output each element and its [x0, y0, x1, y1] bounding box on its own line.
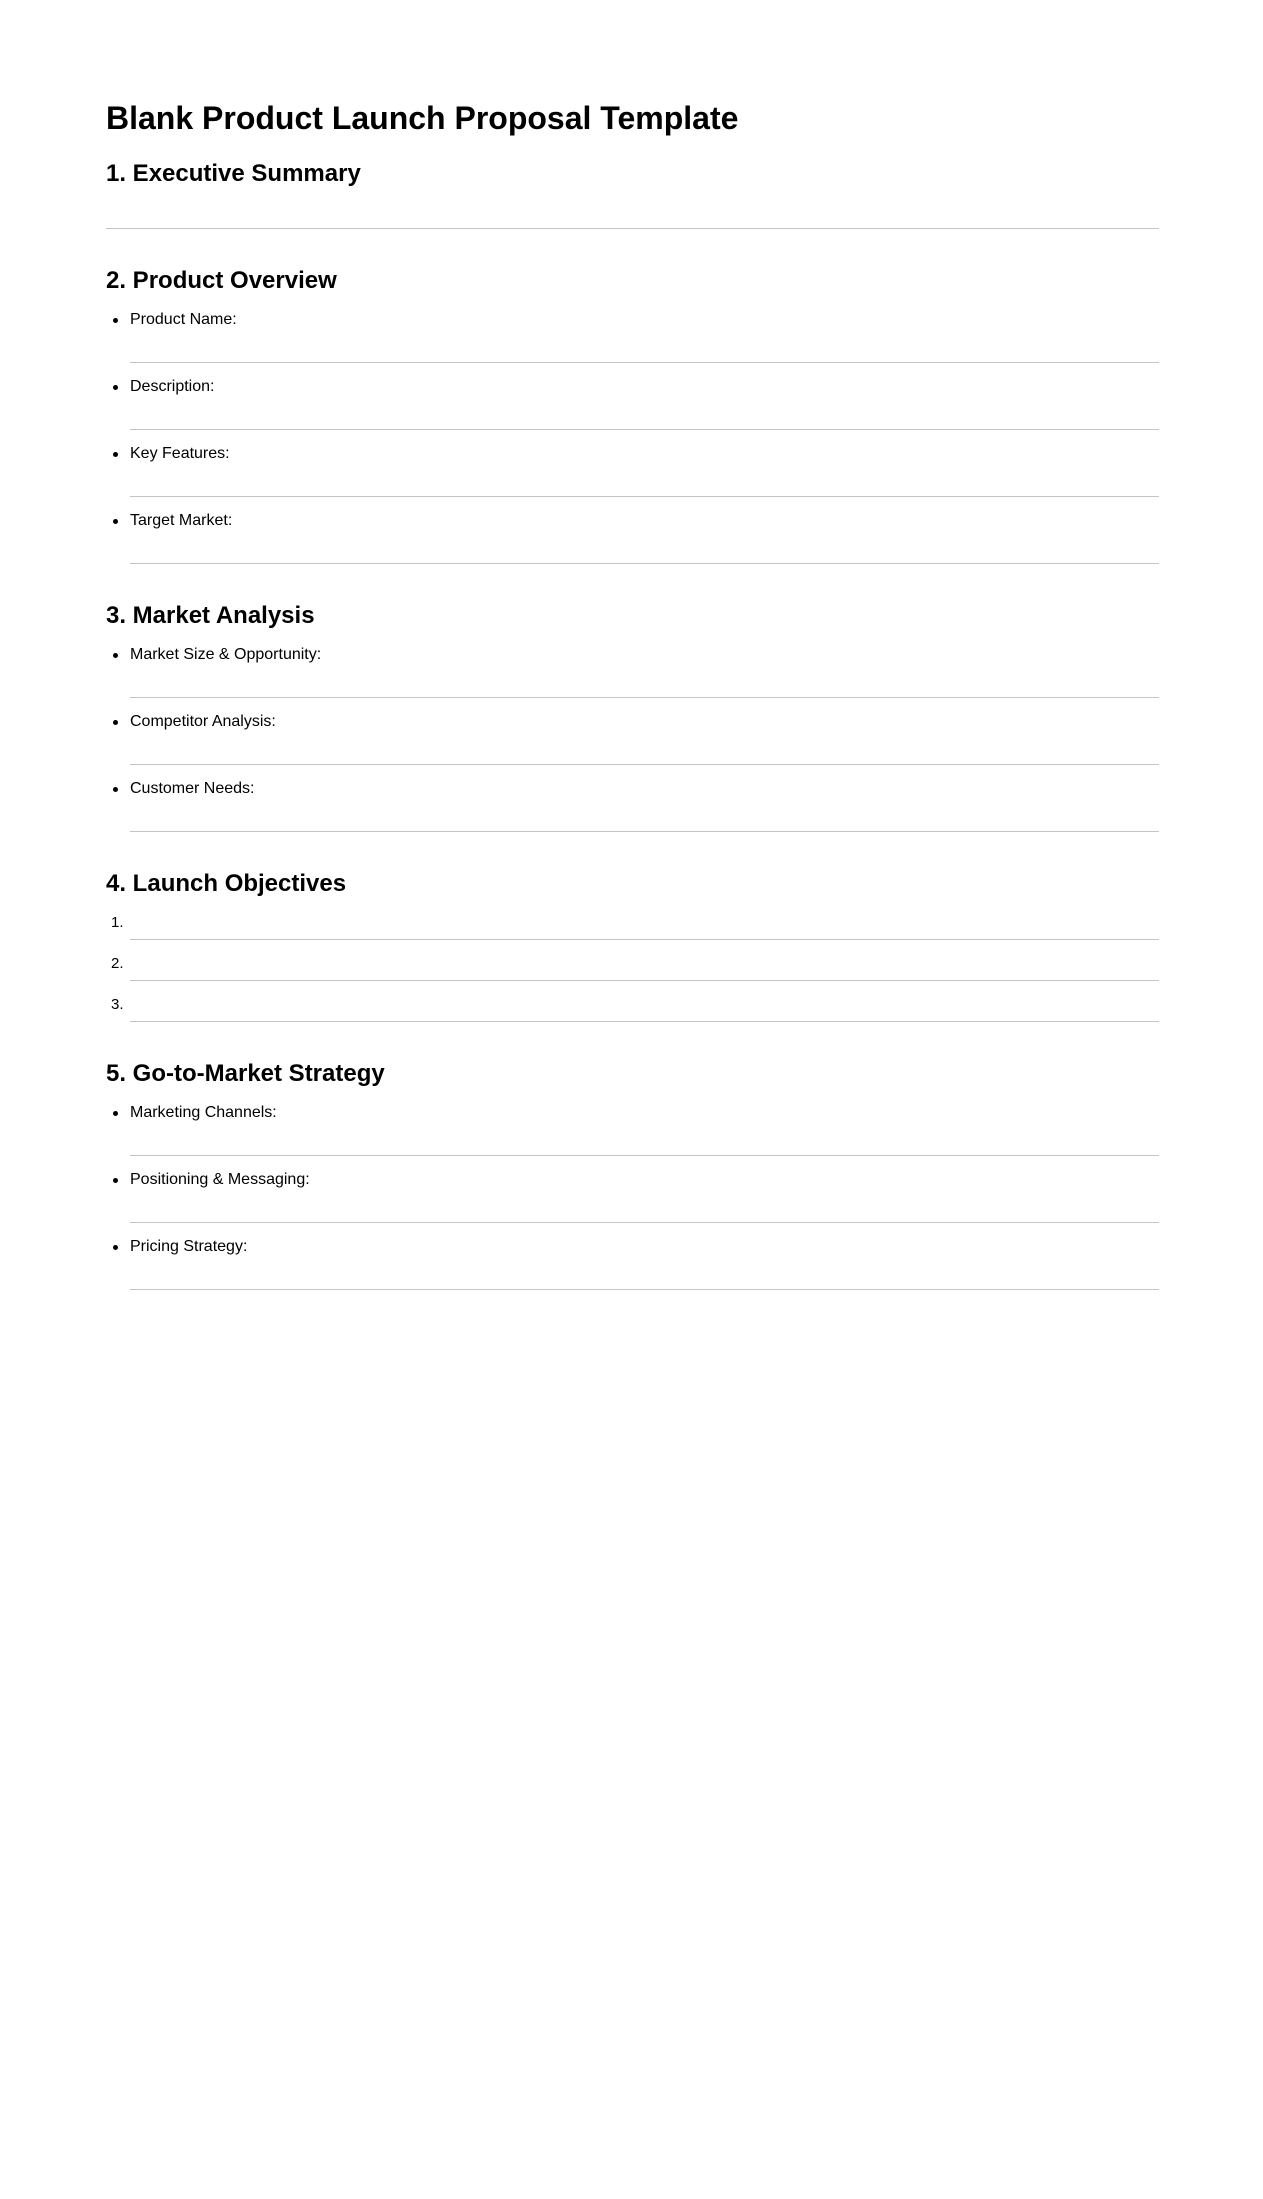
list-number: 1. [111, 914, 124, 931]
section-heading-product-overview: 2. Product Overview [106, 267, 337, 294]
bullet-icon [113, 720, 118, 725]
list-number: 2. [111, 955, 124, 972]
bullet-icon [113, 1111, 118, 1116]
section-heading-go-to-market: 5. Go-to-Market Strategy [106, 1060, 385, 1087]
field-label: Marketing Channels: [130, 1104, 277, 1121]
objective-item-2[interactable] [111, 955, 1159, 981]
objective-item-1[interactable] [111, 914, 1159, 940]
field-label: Product Name: [130, 311, 237, 328]
field-label: Customer Needs: [130, 780, 255, 797]
field-label: Target Market: [130, 512, 233, 529]
launch-objectives-list [106, 914, 1159, 1022]
bullet-icon [113, 1178, 118, 1183]
bullet-icon [113, 1245, 118, 1250]
bullet-icon [113, 385, 118, 390]
field-label: Description: [130, 378, 215, 395]
executive-summary-blank-line[interactable] [106, 188, 1159, 229]
field-label: Market Size & Opportunity: [130, 646, 322, 663]
page-title: Blank Product Launch Proposal Template [106, 100, 739, 136]
list-item-market-size[interactable] [130, 646, 1159, 698]
list-item-target-market[interactable] [130, 512, 1159, 564]
list-item-key-features[interactable] [130, 445, 1159, 497]
section-heading-market-analysis: 3. Market Analysis [106, 602, 315, 629]
market-analysis-list [106, 646, 1159, 832]
bullet-icon [113, 452, 118, 457]
list-item-product-name[interactable] [130, 311, 1159, 363]
list-number: 3. [111, 996, 124, 1013]
section-heading-executive-summary: 1. Executive Summary [106, 160, 361, 187]
list-item-marketing-channels[interactable] [130, 1104, 1159, 1156]
section-heading-launch-objectives: 4. Launch Objectives [106, 870, 347, 897]
field-label: Positioning & Messaging: [130, 1171, 310, 1188]
bullet-icon [113, 519, 118, 524]
bullet-icon [113, 787, 118, 792]
bullet-icon [113, 318, 118, 323]
document [106, 100, 1159, 1290]
bullet-icon [113, 653, 118, 658]
list-item-description[interactable] [130, 378, 1159, 430]
field-label: Competitor Analysis: [130, 713, 276, 730]
list-item-positioning[interactable] [130, 1171, 1159, 1223]
list-item-customer-needs[interactable] [130, 780, 1159, 832]
field-label: Pricing Strategy: [130, 1238, 248, 1255]
product-overview-list [106, 311, 1159, 564]
list-item-competitor-analysis[interactable] [130, 713, 1159, 765]
objective-item-3[interactable] [111, 996, 1159, 1022]
go-to-market-list [106, 1104, 1159, 1290]
list-item-pricing-strategy[interactable] [130, 1238, 1159, 1290]
field-label: Key Features: [130, 445, 230, 462]
